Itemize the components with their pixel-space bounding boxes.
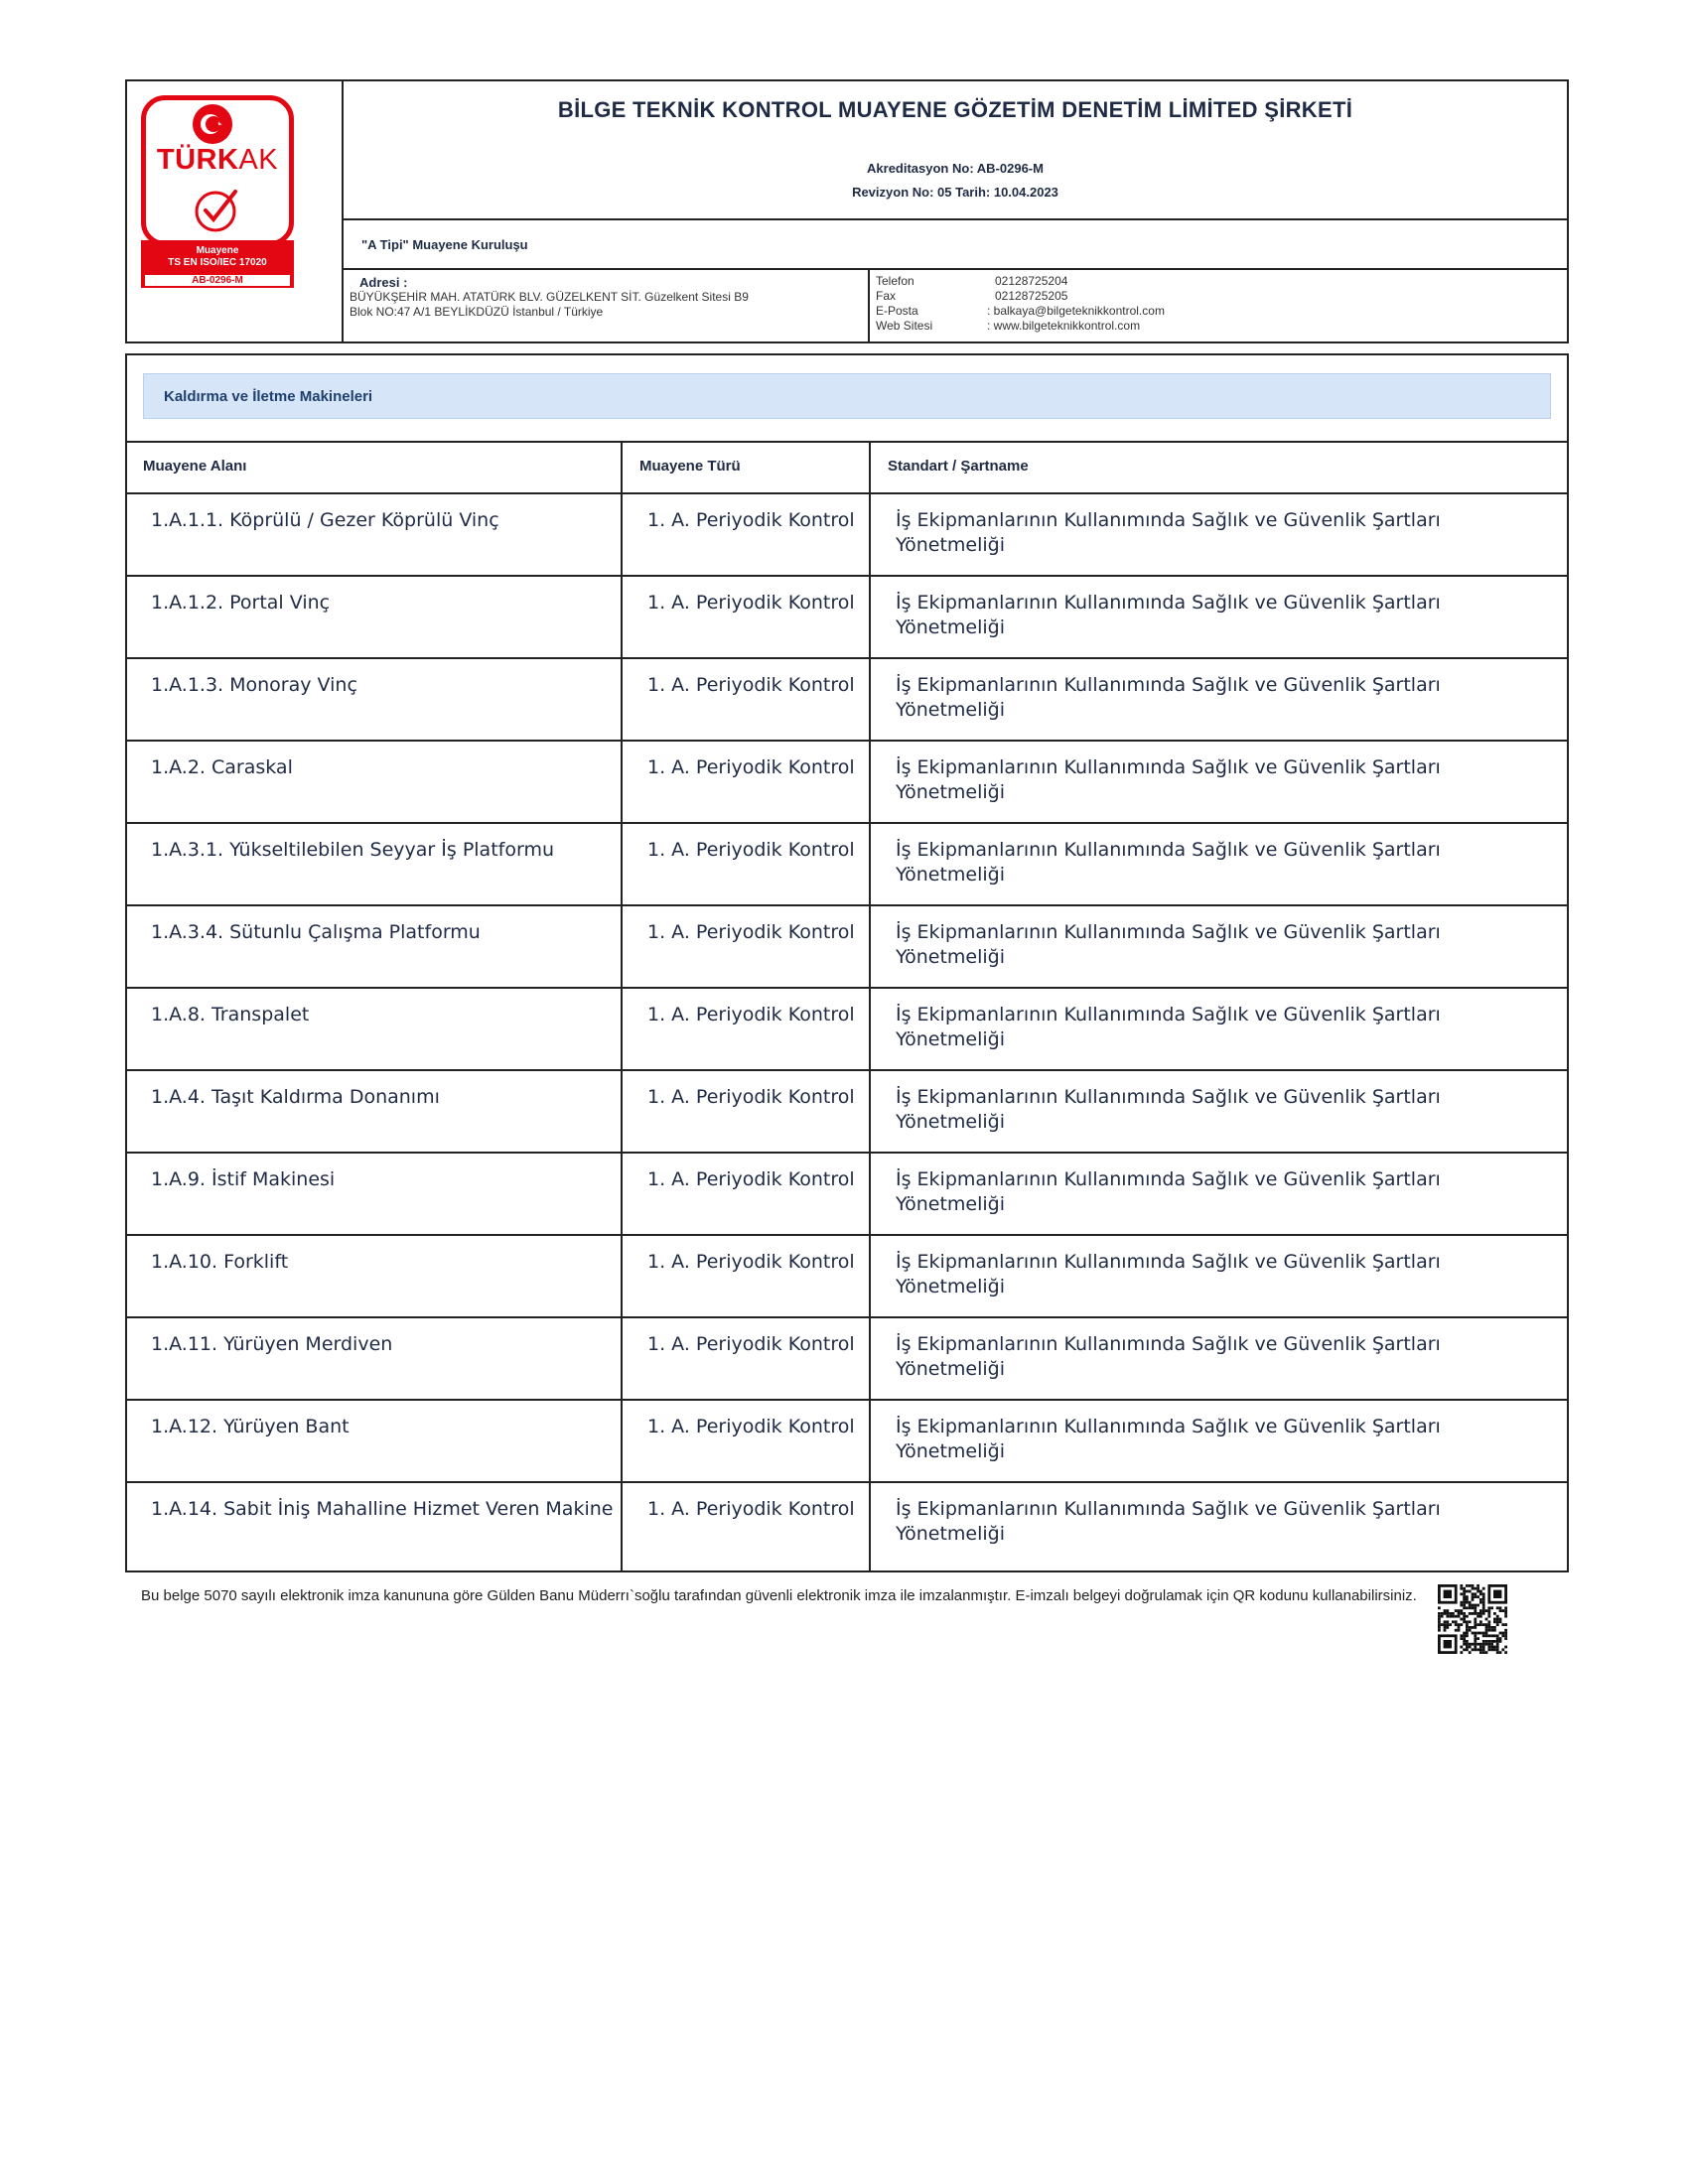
- column-header-standard: Standart / Şartname: [888, 458, 1029, 475]
- contact-website[interactable]: Web Sitesi : www.bilgeteknikkontrol.com: [876, 319, 1141, 333]
- inspection-area-cell: 1.A.14. Sabit İniş Mahalline Hizmet Veren Makine: [151, 1498, 614, 1520]
- company-name: BİLGE TEKNİK KONTROL MUAYENE GÖZETİM DENETİM LİMİTED ŞİRKETİ: [557, 97, 1353, 122]
- inspection-area-cell: 1.A.11. Yürüyen Merdiven: [151, 1333, 393, 1355]
- contact-fax: Fax 02128725205: [876, 289, 1068, 303]
- section-title: Kaldırma ve İletme Makineleri: [164, 388, 373, 405]
- table-row: [127, 1481, 1567, 1564]
- address-line-1: BÜYÜKŞEHİR MAH. ATATÜRK BLV. GÜZELKENT SİT. Güzelkent Sitesi B9: [350, 290, 749, 304]
- inspection-type-cell: 1. A. Periyodik Kontrol: [647, 1333, 855, 1355]
- title-cell: [344, 81, 1567, 220]
- standard-cell: İş Ekipmanlarının Kullanımında Sağlık ve Güvenlik Şartları Yönetmeliği: [896, 921, 1441, 968]
- inspection-type-cell: 1. A. Periyodik Kontrol: [647, 509, 855, 531]
- band-line-3: AB-0296-M: [145, 275, 290, 286]
- section-header: [143, 373, 1551, 419]
- band-line-1: Muayene: [196, 245, 239, 256]
- standard-cell: İş Ekipmanlarının Kullanımında Sağlık ve Güvenlik Şartları Yönetmeliği: [896, 1251, 1441, 1297]
- inspection-area-cell: 1.A.1.3. Monoray Vinç: [151, 674, 357, 696]
- organization-type: "A Tipi" Muayene Kuruluşu: [361, 237, 528, 252]
- inspection-area-cell: 1.A.8. Transpalet: [151, 1004, 310, 1025]
- document-header: [125, 79, 1569, 343]
- standard-cell: İş Ekipmanlarının Kullanımında Sağlık ve Güvenlik Şartları Yönetmeliği: [896, 756, 1441, 803]
- logo-brand-text: TÜRK: [156, 144, 239, 176]
- inspection-type-cell: 1. A. Periyodik Kontrol: [647, 674, 855, 696]
- address-line-2: Blok NO:47 A/1 BEYLİKDÜZÜ İstanbul / Türkiye: [350, 305, 604, 319]
- inspection-type-cell: 1. A. Periyodik Kontrol: [647, 1168, 855, 1190]
- inspection-type-cell: 1. A. Periyodik Kontrol: [647, 756, 855, 778]
- inspection-type-cell: 1. A. Periyodik Kontrol: [647, 1416, 855, 1437]
- standard-cell: İş Ekipmanlarının Kullanımında Sağlık ve Güvenlik Şartları Yönetmeliği: [896, 1168, 1441, 1215]
- contact-phone: Telefon 02128725204: [876, 274, 1068, 288]
- column-header-type: Muayene Türü: [639, 458, 741, 475]
- standard-cell: İş Ekipmanlarının Kullanımında Sağlık ve Güvenlik Şartları Yönetmeliği: [896, 592, 1441, 638]
- table-row: [127, 740, 1567, 822]
- inspection-area-cell: 1.A.4. Taşıt Kaldırma Donanımı: [151, 1086, 440, 1108]
- turkak-logo: [141, 95, 294, 246]
- contact-email[interactable]: E-Posta : balkaya@bilgeteknikkontrol.com: [876, 304, 1165, 318]
- standard-cell: İş Ekipmanlarının Kullanımında Sağlık ve Güvenlik Şartları Yönetmeliği: [896, 509, 1441, 556]
- crescent-star-icon: [192, 103, 233, 145]
- inspection-type-cell: 1. A. Periyodik Kontrol: [647, 1004, 855, 1025]
- table-row: [127, 1316, 1567, 1399]
- inspection-area-cell: 1.A.3.1. Yükseltilebilen Seyyar İş Platformu: [151, 839, 554, 861]
- standard-cell: İş Ekipmanlarının Kullanımında Sağlık ve Güvenlik Şartları Yönetmeliği: [896, 1004, 1441, 1050]
- inspection-type-cell: 1. A. Periyodik Kontrol: [647, 921, 855, 943]
- table-row: [127, 822, 1567, 904]
- inspection-type-cell: 1. A. Periyodik Kontrol: [647, 1086, 855, 1108]
- inspection-scope-table: [125, 353, 1569, 1572]
- address-cell: [344, 270, 870, 341]
- contact-cell: [870, 270, 1567, 341]
- table-row: [127, 492, 1567, 575]
- qr-code-icon[interactable]: [1438, 1584, 1507, 1654]
- address-label: Adresi :: [359, 275, 408, 290]
- e-signature-note: Bu belge 5070 sayılı elektronik imza kanununa göre Gülden Banu Müderrı`soğlu tarafından güvenli elektronik imza ile imzalanmıştır. E-imzalı belgeyi doğrulamak için QR kodunu kullanabilirsiniz.: [141, 1587, 1417, 1604]
- inspection-area-cell: 1.A.1.1. Köprülü / Gezer Köprülü Vinç: [151, 509, 499, 531]
- organization-type-cell: [344, 220, 1567, 270]
- accreditation-band: [141, 240, 294, 288]
- table-row: [127, 1399, 1567, 1481]
- table-row: [127, 1069, 1567, 1152]
- inspection-type-cell: 1. A. Periyodik Kontrol: [647, 1498, 855, 1520]
- inspection-type-cell: 1. A. Periyodik Kontrol: [647, 1251, 855, 1273]
- inspection-area-cell: 1.A.2. Caraskal: [151, 756, 293, 778]
- band-line-2: TS EN ISO/IEC 17020: [168, 257, 267, 268]
- accreditation-number: Akreditasyon No: AB-0296-M: [867, 161, 1044, 176]
- inspection-area-cell: 1.A.9. İstif Makinesi: [151, 1168, 336, 1190]
- revision-info: Revizyon No: 05 Tarih: 10.04.2023: [852, 185, 1058, 200]
- standard-cell: İş Ekipmanlarının Kullanımında Sağlık ve Güvenlik Şartları Yönetmeliği: [896, 1086, 1441, 1133]
- checkmark-icon: [190, 186, 245, 233]
- inspection-area-cell: 1.A.1.2. Portal Vinç: [151, 592, 331, 614]
- table-header: [127, 441, 1567, 492]
- logo-cell: [127, 81, 344, 341]
- standard-cell: İş Ekipmanlarının Kullanımında Sağlık ve Güvenlik Şartları Yönetmeliği: [896, 839, 1441, 886]
- standard-cell: İş Ekipmanlarının Kullanımında Sağlık ve Güvenlik Şartları Yönetmeliği: [896, 1416, 1441, 1462]
- standard-cell: İş Ekipmanlarının Kullanımında Sağlık ve Güvenlik Şartları Yönetmeliği: [896, 1333, 1441, 1380]
- inspection-type-cell: 1. A. Periyodik Kontrol: [647, 839, 855, 861]
- standard-cell: İş Ekipmanlarının Kullanımında Sağlık ve Güvenlik Şartları Yönetmeliği: [896, 1498, 1441, 1545]
- inspection-area-cell: 1.A.10. Forklift: [151, 1251, 289, 1273]
- table-row: [127, 1152, 1567, 1234]
- table-row: [127, 1234, 1567, 1316]
- column-header-area: Muayene Alanı: [143, 458, 247, 475]
- inspection-type-cell: 1. A. Periyodik Kontrol: [647, 592, 855, 614]
- table-row: [127, 575, 1567, 657]
- table-row: [127, 657, 1567, 740]
- inspection-area-cell: 1.A.3.4. Sütunlu Çalışma Platformu: [151, 921, 481, 943]
- table-row: [127, 987, 1567, 1069]
- logo-brand-suffix: AK: [238, 144, 279, 176]
- standard-cell: İş Ekipmanlarının Kullanımında Sağlık ve Güvenlik Şartları Yönetmeliği: [896, 674, 1441, 721]
- table-row: [127, 904, 1567, 987]
- inspection-area-cell: 1.A.12. Yürüyen Bant: [151, 1416, 350, 1437]
